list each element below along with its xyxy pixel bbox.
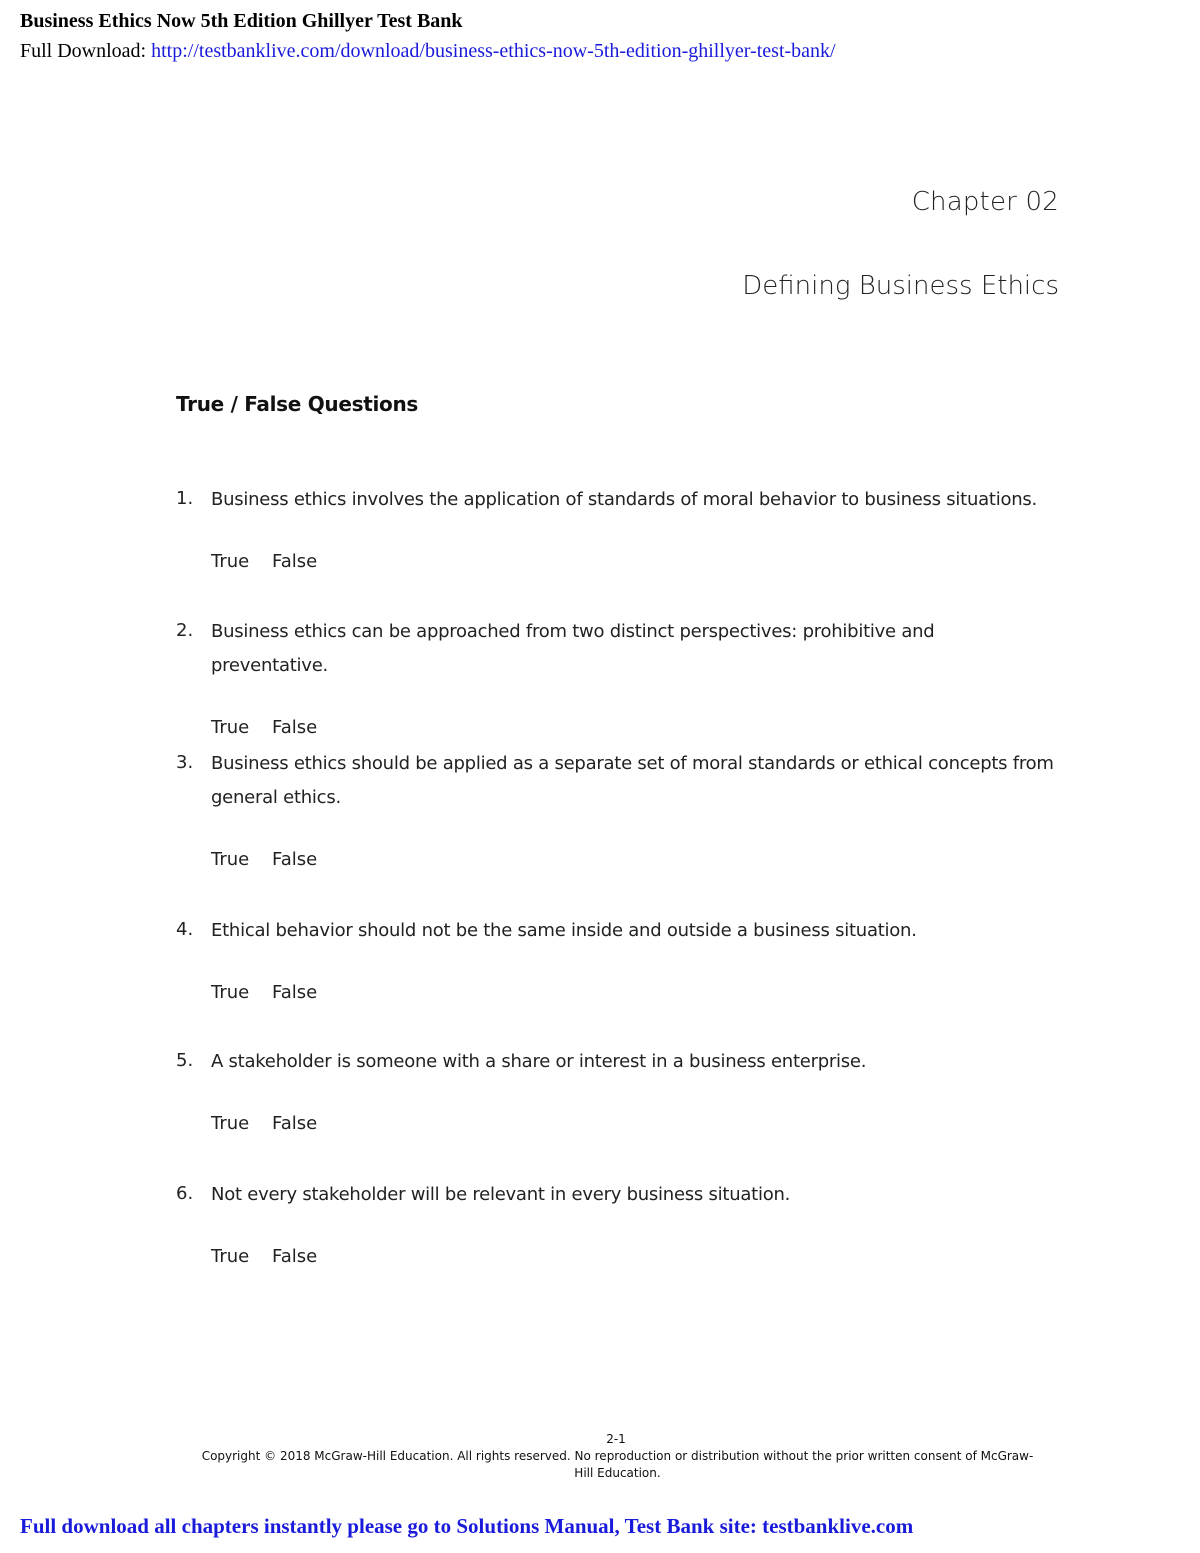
question-item — [176, 1045, 1056, 1136]
answer-false[interactable]: False — [272, 717, 318, 738]
document-title: Business Ethics Now 5th Edition Ghillyer Test Bank — [20, 10, 463, 32]
chapter-heading: Chapter 02 — [911, 187, 1059, 217]
question-text: Business ethics involves the application of standards of moral behavior to business situations. — [211, 489, 1037, 510]
question-number: 4. — [176, 919, 194, 940]
answer-true[interactable]: True — [211, 717, 250, 738]
question-number: 5. — [176, 1050, 194, 1071]
answer-options — [211, 716, 1056, 740]
answer-options — [211, 1112, 1056, 1136]
download-link[interactable]: http://testbanklive.com/download/business-ethics-now-5th-edition-ghillyer-test-bank/ — [151, 40, 836, 62]
chapter-subtitle: Defining Business Ethics — [742, 271, 1059, 301]
answer-true[interactable]: True — [211, 1113, 250, 1134]
answer-true[interactable]: True — [211, 1246, 250, 1267]
question-item — [176, 483, 1056, 574]
answer-options — [211, 981, 1056, 1005]
copyright-notice: Copyright © 2018 McGraw-Hill Education. All rights reserved. No reproduction or distribution without the prior written consent of McGraw-Hill Education. — [201, 1449, 1034, 1480]
answer-false[interactable]: False — [272, 982, 318, 1003]
question-item — [176, 1178, 1056, 1269]
question-number: 3. — [176, 752, 194, 773]
answer-options — [211, 550, 1056, 574]
question-text: Not every stakeholder will be relevant in every business situation. — [211, 1184, 791, 1205]
question-number: 1. — [176, 488, 194, 509]
answer-true[interactable]: True — [211, 849, 250, 870]
answer-false[interactable]: False — [272, 1246, 318, 1267]
download-line — [20, 40, 836, 63]
question-text: Ethical behavior should not be the same inside and outside a business situation. — [211, 920, 917, 941]
question-text: A stakeholder is someone with a share or interest in a business enterprise. — [211, 1051, 867, 1072]
answer-true[interactable]: True — [211, 982, 250, 1003]
page-number: 2-1 — [606, 1432, 626, 1446]
question-text: Business ethics should be applied as a separate set of moral standards or ethical concepts from general ethics. — [211, 753, 1054, 808]
section-heading: True / False Questions — [176, 392, 419, 416]
question-text: Business ethics can be approached from two distinct perspectives: prohibitive and preventative. — [211, 621, 935, 676]
question-number: 6. — [176, 1183, 194, 1204]
answer-false[interactable]: False — [272, 551, 318, 572]
question-item — [176, 747, 1056, 872]
answer-true[interactable]: True — [211, 551, 250, 572]
question-item — [176, 914, 1056, 1005]
answer-false[interactable]: False — [272, 1113, 318, 1134]
download-label: Full Download: — [20, 40, 152, 62]
promo-footer-text: Full download all chapters instantly please go to Solutions Manual, Test Bank site: testbanklive.com — [20, 1514, 914, 1538]
answer-options — [211, 1245, 1056, 1269]
question-item — [176, 615, 1056, 740]
answer-false[interactable]: False — [272, 849, 318, 870]
answer-options — [211, 848, 1056, 872]
question-number: 2. — [176, 620, 194, 641]
